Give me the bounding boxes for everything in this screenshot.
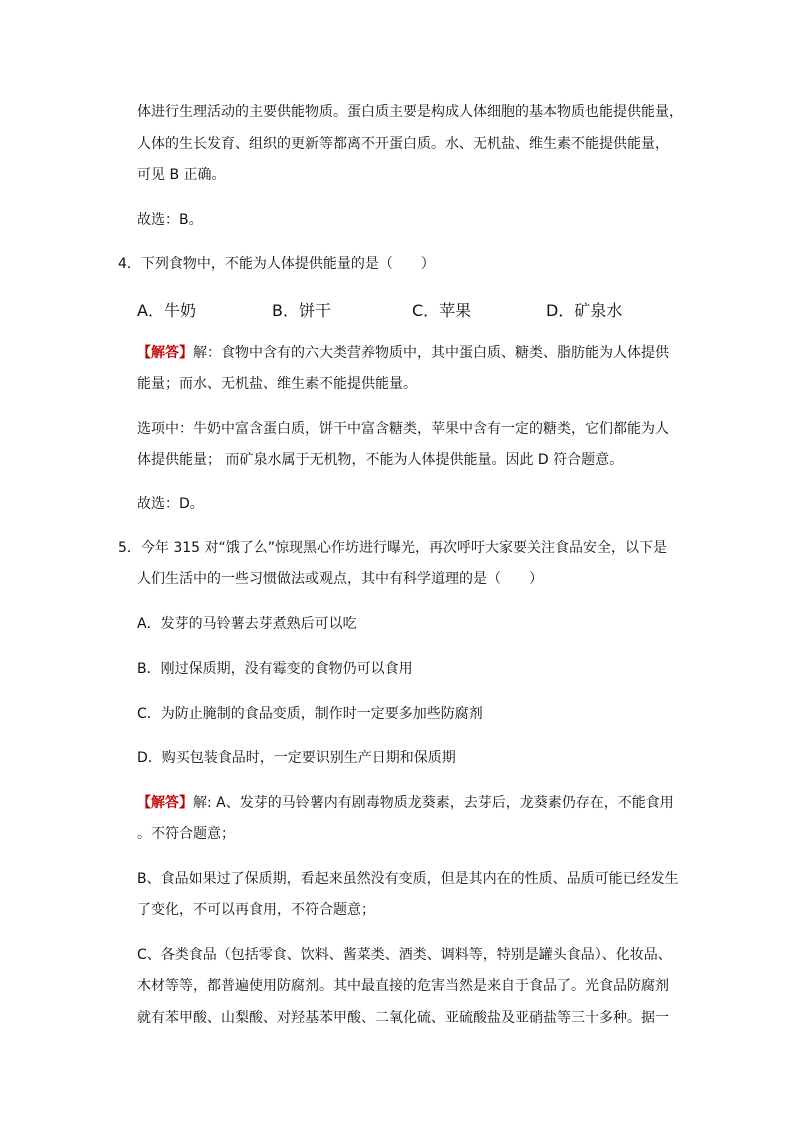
q4-stem: 4．下列食物中，不能为人体提供能量的是（ ）: [118, 256, 435, 272]
q5-option-c: C．为防止腌制的食品变质，制作时一定要多加些防腐剂: [137, 706, 483, 722]
q4-analysis-text: 解：食物中含有的六大类营养物质中，其中蛋白质、糖类、脂肪能为人体提供: [193, 345, 669, 361]
q4-analysis-line-1: [137, 343, 669, 363]
intro-line-2: 人体的生长发育、组织的更新等都离不开蛋白质。水、无机盐、维生素不能提供能量，: [137, 136, 669, 152]
q5-c-line-1: C、各类食品（包括零食、饮料、酱菜类、酒类、调料等，特别是罐头食品）、化妆品、: [137, 947, 672, 963]
q5-stem-line-2: 人们生活中的一些习惯做法或观点，其中有科学道理的是（ ）: [137, 571, 543, 587]
q5-answer-tag: 【解答】: [137, 795, 193, 811]
q4-para2-line-1: 选项中：牛奶中富含蛋白质，饼干中富含糖类，苹果中含有一定的糖类，它们都能为人: [137, 421, 669, 437]
q5-option-d: D．购买包装食品时，一定要识别生产日期和保质期: [137, 750, 456, 766]
intro-line-1: 体进行生理活动的主要供能物质。蛋白质主要是构成人体细胞的基本物质也能提供能量，: [137, 104, 683, 120]
q5-b-line-1: B、食品如果过了保质期，看起来虽然没有变质，但是其内在的性质、品质可能已经发生: [137, 871, 679, 887]
q4-option-c: C．苹果: [412, 301, 472, 320]
q4-analysis-line-2: 能量；而水、无机盐、维生素不能提供能量。: [137, 376, 417, 392]
q4-options: [137, 298, 657, 318]
intro-answer: 故选：B。: [137, 212, 203, 228]
q5-b-line-2: 了变化，不可以再食用，不符合题意；: [137, 902, 375, 918]
q5-c-line-3: 就有苯甲酸、山梨酸、对羟基苯甲酸、二氧化硫、亚硫酸盐及亚硝盐等三十多种。据一: [137, 1010, 669, 1026]
q4-option-a: A．牛奶: [137, 301, 196, 320]
q5-analysis-line-2: 。不符合题意；: [137, 826, 235, 842]
q5-option-a: A．发芽的马铃薯去芽煮熟后可以吃: [137, 616, 357, 632]
q5-analysis-line-1: [137, 793, 674, 813]
intro-line-3: 可见 B 正确。: [137, 167, 226, 183]
q4-answer-tag: 【解答】: [137, 345, 193, 361]
q4-option-d: D．矿泉水: [546, 301, 623, 320]
q4-answer: 故选：D。: [137, 496, 204, 512]
q5-analysis-text: 解: A、发芽的马铃薯内有剧毒物质龙葵素，去芽后，龙葵素仍存在，不能食用: [193, 795, 674, 811]
q5-option-b: B．刚过保质期，没有霉变的食物仍可以食用: [137, 661, 413, 677]
q5-c-line-2: 木材等等，都普遍使用防腐剂。其中最直接的危害当然是来自于食品了。光食品防腐剂: [137, 978, 669, 994]
q5-stem-line-1: 5．今年 315 对“饿了么”惊现黑心作坊进行曝光，再次呼吁大家要关注食品安全，以下是: [118, 540, 668, 556]
q4-option-b: B．饼干: [272, 301, 331, 320]
q4-para2-line-2: 体提供能量； 而矿泉水属于无机物，不能为人体提供能量。因此 D 符合题意。: [137, 452, 624, 468]
